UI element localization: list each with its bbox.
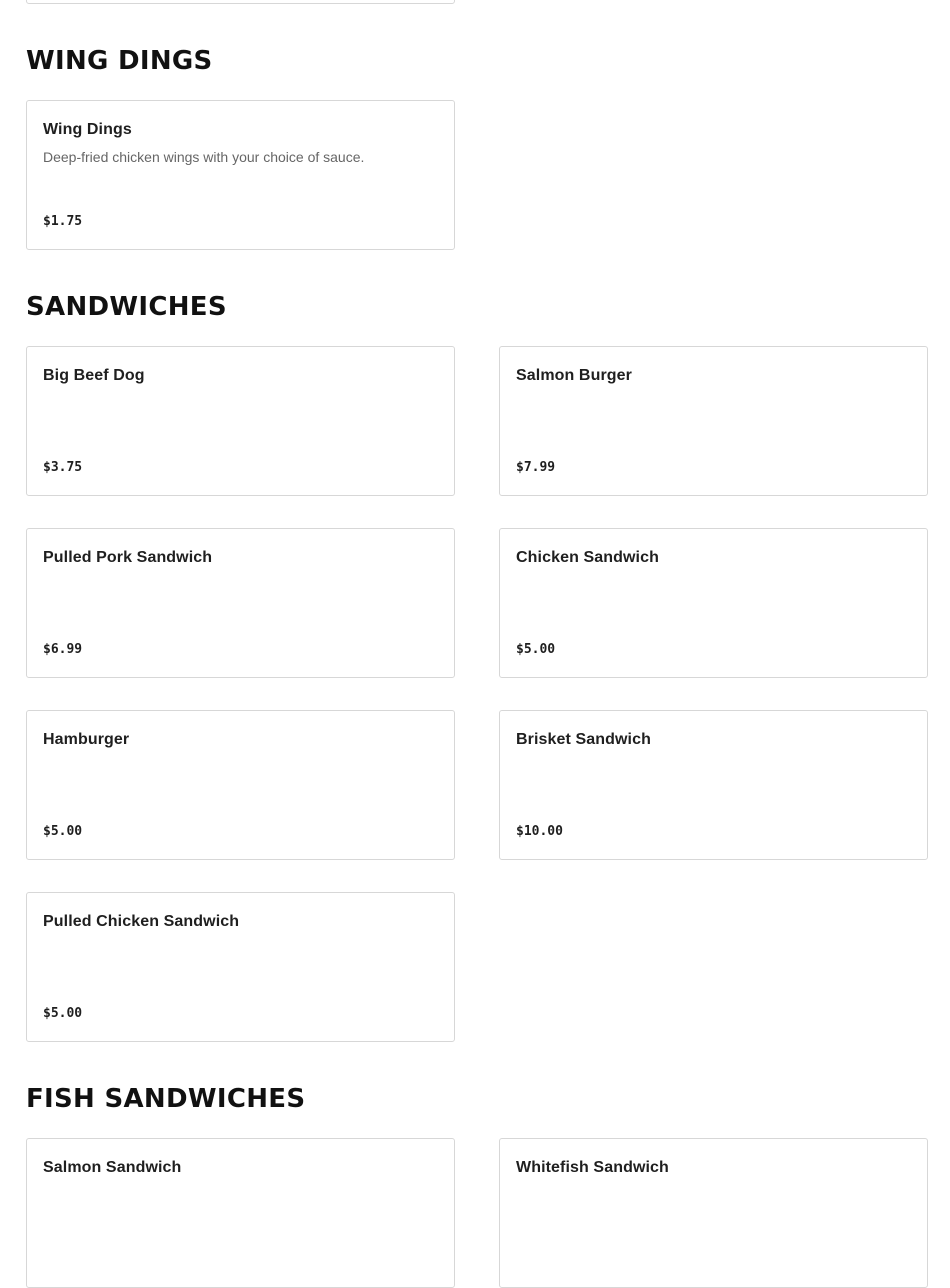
menu-item-salmon-burger[interactable] xyxy=(499,346,928,496)
menu-item-price: $10.00 xyxy=(516,824,563,839)
menu-item-name: Salmon Burger xyxy=(516,367,632,384)
menu-item-price: $5.00 xyxy=(43,824,83,839)
menu-item-card-partial[interactable] xyxy=(26,0,455,4)
section-title-fish-sandwiches: FISH SANDWICHES xyxy=(26,1084,306,1114)
menu-item-name: Pulled Pork Sandwich xyxy=(43,549,213,566)
menu-item-price: $3.75 xyxy=(43,460,83,475)
menu-item-wing-dings[interactable] xyxy=(26,100,455,250)
menu-item-name: Whitefish Sandwich xyxy=(516,1159,669,1176)
menu-item-description: Deep-fried chicken wings with your choice of sauce. xyxy=(43,149,365,165)
menu-item-name: Wing Dings xyxy=(43,121,132,138)
section-title-wing-dings: WING DINGS xyxy=(26,46,213,76)
menu-item-pulled-pork-sandwich[interactable] xyxy=(26,528,455,678)
menu-item-name: Salmon Sandwich xyxy=(43,1159,182,1176)
menu-item-brisket-sandwich[interactable] xyxy=(499,710,928,860)
menu-item-price: $6.99 xyxy=(43,642,83,657)
menu-item-name: Pulled Chicken Sandwich xyxy=(43,913,240,930)
menu-item-hamburger[interactable] xyxy=(26,710,455,860)
menu-item-price: $5.00 xyxy=(516,642,556,657)
section-title-sandwiches: SANDWICHES xyxy=(26,292,227,322)
menu-item-name: Hamburger xyxy=(43,731,130,748)
menu-item-name: Big Beef Dog xyxy=(43,367,145,384)
menu-item-chicken-sandwich[interactable] xyxy=(499,528,928,678)
menu-item-pulled-chicken-sandwich[interactable] xyxy=(26,892,455,1042)
menu-item-whitefish-sandwich[interactable] xyxy=(499,1138,928,1288)
menu-item-big-beef-dog[interactable] xyxy=(26,346,455,496)
menu-item-price: $7.99 xyxy=(516,460,556,475)
menu-item-name: Chicken Sandwich xyxy=(516,549,659,566)
menu-item-name: Brisket Sandwich xyxy=(516,731,651,748)
menu-item-price: $1.75 xyxy=(43,214,83,229)
menu-item-salmon-sandwich[interactable] xyxy=(26,1138,455,1288)
menu-item-price: $5.00 xyxy=(43,1006,83,1021)
